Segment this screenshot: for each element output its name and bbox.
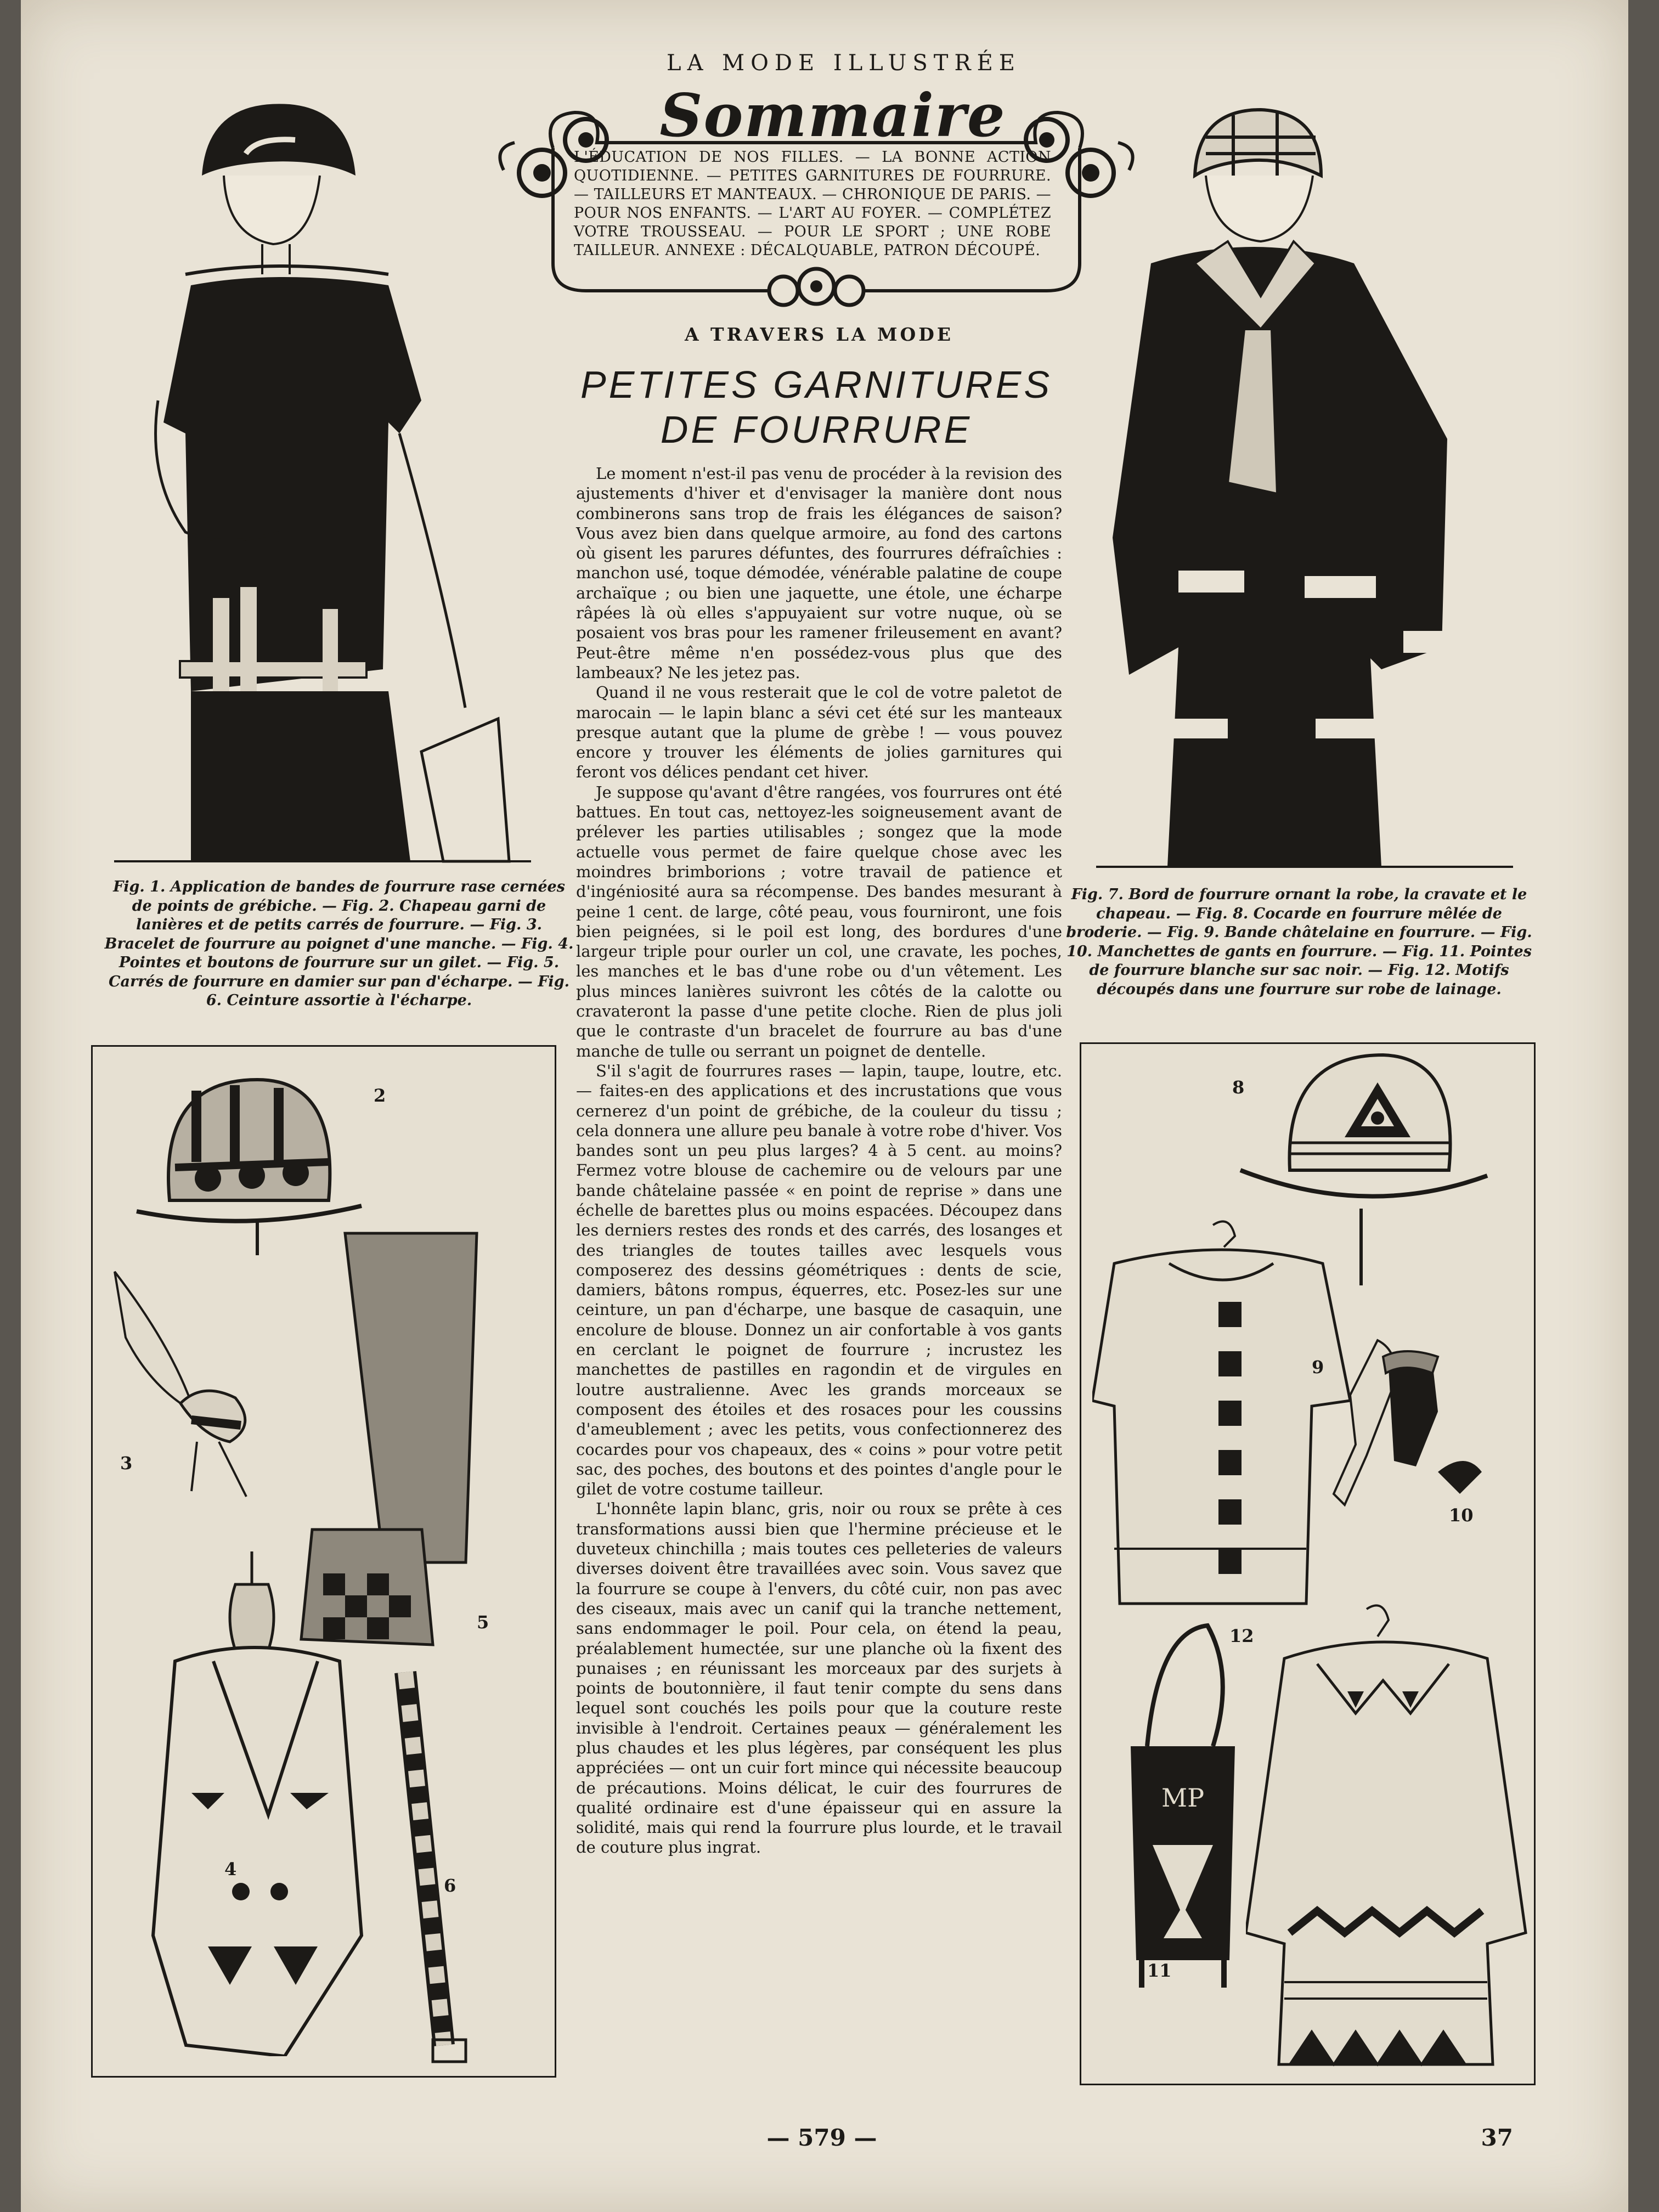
figure-number: 11 <box>1147 1960 1172 1981</box>
article-paragraph: Quand il ne vous resterait que le col de votre paletot de marocain — le lapin blanc a sévi cet été sur les manteaux presque autant que la plume de grèbe ! — vous pouvez encore y trouver les éléments de jolies garnitures qui feront vos délices pendant cet hiver. <box>576 683 1062 782</box>
fig9-blouse-illustration <box>1092 1220 1356 1615</box>
headline-line-2: DE FOURRURE <box>660 408 973 451</box>
article-paragraph: Je suppose qu'avant d'être rangées, vos fourrures ont été battues. En tout cas, nettoyez-les soigneusement avant de prélever les parties utilisables ; songez que la mode actuelle vous permet de faire quelque chose avec les moindres brimborions ; votre travail de patience et d'ingéniosité aura sa récompense. Des bandes mesurant à peine 1 cent. de large, côté peau, vous fourniront, une fois bien peignées, si le poil est long, des bordures d'une largeur triple pour ourler un col, une cravate, les poches, les manches et le bas d'une robe ou d'un vêtement. Les plus minces lanières suivront les côtés de la calotte ou cravateront la passe d'une petite cloche. Rien de plus joli que le contraste d'un bracelet de fourrure au bas d'une manche de tulle ou serrant un poignet de dentelle. <box>576 782 1062 1060</box>
fig7-dress-illustration <box>1096 99 1524 878</box>
figure-number: 5 <box>477 1612 489 1633</box>
figures-box-left <box>91 1045 556 2078</box>
figure-number: 9 <box>1312 1357 1324 1378</box>
article-paragraph: L'honnête lapin blanc, gris, noir ou roux se prête à ces transformations aussi bien que l'hermine précieuse et le duveteux chinchilla ; mais toutes ces pelleteries de valeurs diverses doivent être travaillées avec soin. Vous savez que la fourrure se coupe à l'envers, du côté cuir, non pas avec des ciseaux, mais avec un canif qui la tranche nettement, sans endommager le poil. Pour cela, on étend la peau, préalablement humectée, sur une planche où la fixent des punaises ; en réunissant les morceaux par des surjets à points de boutonnière, il faut tenir compte du sens dans lequel sont couchés les poils pour que la couture reste invisible à l'endroit. Certaines peaux — généralement les plus chaudes et les plus légères, par conséquent les plus appréciées — ont un cuir fort mince qui nécessite beaucoup de précautions. Moins délicat, le cuir des fourrures de qualité ordinaire est d'une épaisseur qui en assure la solidité, mais qui rend la fourrure plus lourde, et le travail de couture plus ingrat. <box>576 1499 1062 1857</box>
figure-caption-left: Fig. 1. Application de bandes de fourrure rase cernées de points de grébiche. — Fig. 2. Chapeau garni de lanières et de petits carrés de fourrure. — Fig. 3. Bracelet de fourrure au poignet d'une manche. — Fig. 4. Pointes et boutons de fourrure sur un gilet. — Fig. 5. Carrés de fourrure en damier sur pan d'écharpe. — Fig. 6. Ceinture assortie à l'écharpe. <box>104 878 574 1009</box>
figure-number: 8 <box>1232 1077 1245 1098</box>
page-number: — 579 — <box>766 2124 877 2151</box>
section-label: A TRAVERS LA MODE <box>684 324 954 345</box>
figure-number: 3 <box>120 1453 133 1474</box>
fig6-belt-illustration <box>389 1661 499 2067</box>
sommaire-title: Sommaire <box>659 81 1006 150</box>
magazine-page <box>21 0 1628 2212</box>
headline-line-1: PETITES GARNITURES <box>580 363 1053 406</box>
sommaire-contents: L'ÉDUCATION DE NOS FILLES. — LA BONNE ACTION QUOTIDIENNE. — PETITES GARNITURES DE FOURRURE. — TAILLEURS ET MANTEAUX. — CHRONIQUE DE PARIS. — POUR NOS ENFANTS. — L'ART AU FOYER. — COMPLÉTEZ VOTRE TROUSSEAU. — POUR LE SPORT ; UNE ROBE TAILLEUR. ANNEXE : DÉCALQUABLE, PATRON DÉCOUPÉ. <box>574 149 1051 259</box>
fig11-bag-illustration <box>1103 1609 1257 1993</box>
masthead: LA MODE ILLUSTRÉE <box>667 50 1021 76</box>
fig12-robe-illustration <box>1246 1604 1531 2075</box>
article-paragraph: Le moment n'est-il pas venu de procéder à la revision des ajustements d'hiver et d'envisager la manière dont nous combinerons sans trop de frais les élégances de saison? Vous avez bien dans quelque armoire, au fond des cartons où gisent les parures défuntes, des fourrures défraîchies : manchon usé, toque démodée, vénérable palatine de coupe archaïque ; ou bien une jaquette, une étole, une écharpe râpées là où elles s'appuyaient sur votre nuque, où se posaient vos bras pour les ramener frileusement en avant? Peut-être même n'en possédez-vous plus que des lambeaux? Ne les jetez pas. <box>576 464 1062 682</box>
sheet-number: 37 <box>1481 2124 1513 2151</box>
article-paragraph: S'il s'agit de fourrures rases — lapin, taupe, loutre, etc. — faites-en des applications et des incrustations que vous cernerez d'un point de grébiche, de la couleur du tissu ; cela donnera une allure peu banale à votre robe d'hiver. Vos bandes sont un peu plus larges? 4 à 5 cent. au moins? Fermez votre blouse de cachemire ou de velours par une bande châtelaine passée « en point de reprise » dans une échelle de barettes plus ou moins espacées. Découpez dans les derniers restes des ronds et des carrés, des losanges et des triangles de toutes tailles avec lesquels vous composerez des dessins géométriques : dents de scie, damiers, bâtons rompus, équerres, etc. Posez-les sur une ceinture, un pan d'écharpe, une basque de casaquin, une encolure de blouse. Donnez un air confortable à vos gants en cerclant le poignet de fourrure ; incrustez les manchettes de pastilles en ragondin et de virgules en loutre australienne. Avec les grands morceaux se composent des étoiles et des rosaces pour les coussins d'ameublement ; avec les petits, vous confectionnerez des cocardes pour vos chapeaux, des « coins » pour votre petit sac, des poches, des boutons et des pointes d'angle pour le gilet de votre costume tailleur. <box>576 1061 1062 1499</box>
figure-number: 12 <box>1229 1626 1254 1646</box>
figure-number: 4 <box>224 1859 237 1880</box>
figures-box-right <box>1080 1042 1536 2085</box>
fig4-vest-illustration <box>142 1551 405 2056</box>
bag-monogram: MP <box>1161 1783 1205 1813</box>
article-body <box>576 464 1062 1858</box>
figure-number: 2 <box>374 1085 386 1106</box>
figure-caption-right: Fig. 7. Bord de fourrure ornant la robe, la cravate et le chapeau. — Fig. 8. Cocarde en fourrure mêlée de broderie. — Fig. 9. Bande châtelaine en fourrure. — Fig. 10. Manchettes de gants en fourrure. — Fig. 11. Pointes de fourrure blanche sur sac noir. — Fig. 12. Motifs découpés dans une fourrure sur robe de lainage. <box>1066 886 1532 998</box>
article-headline <box>569 362 1063 452</box>
figure-number: 6 <box>444 1875 456 1896</box>
figure-number: 10 <box>1449 1505 1474 1526</box>
fig1-dress-illustration <box>114 93 553 872</box>
flower-icon <box>769 269 864 305</box>
